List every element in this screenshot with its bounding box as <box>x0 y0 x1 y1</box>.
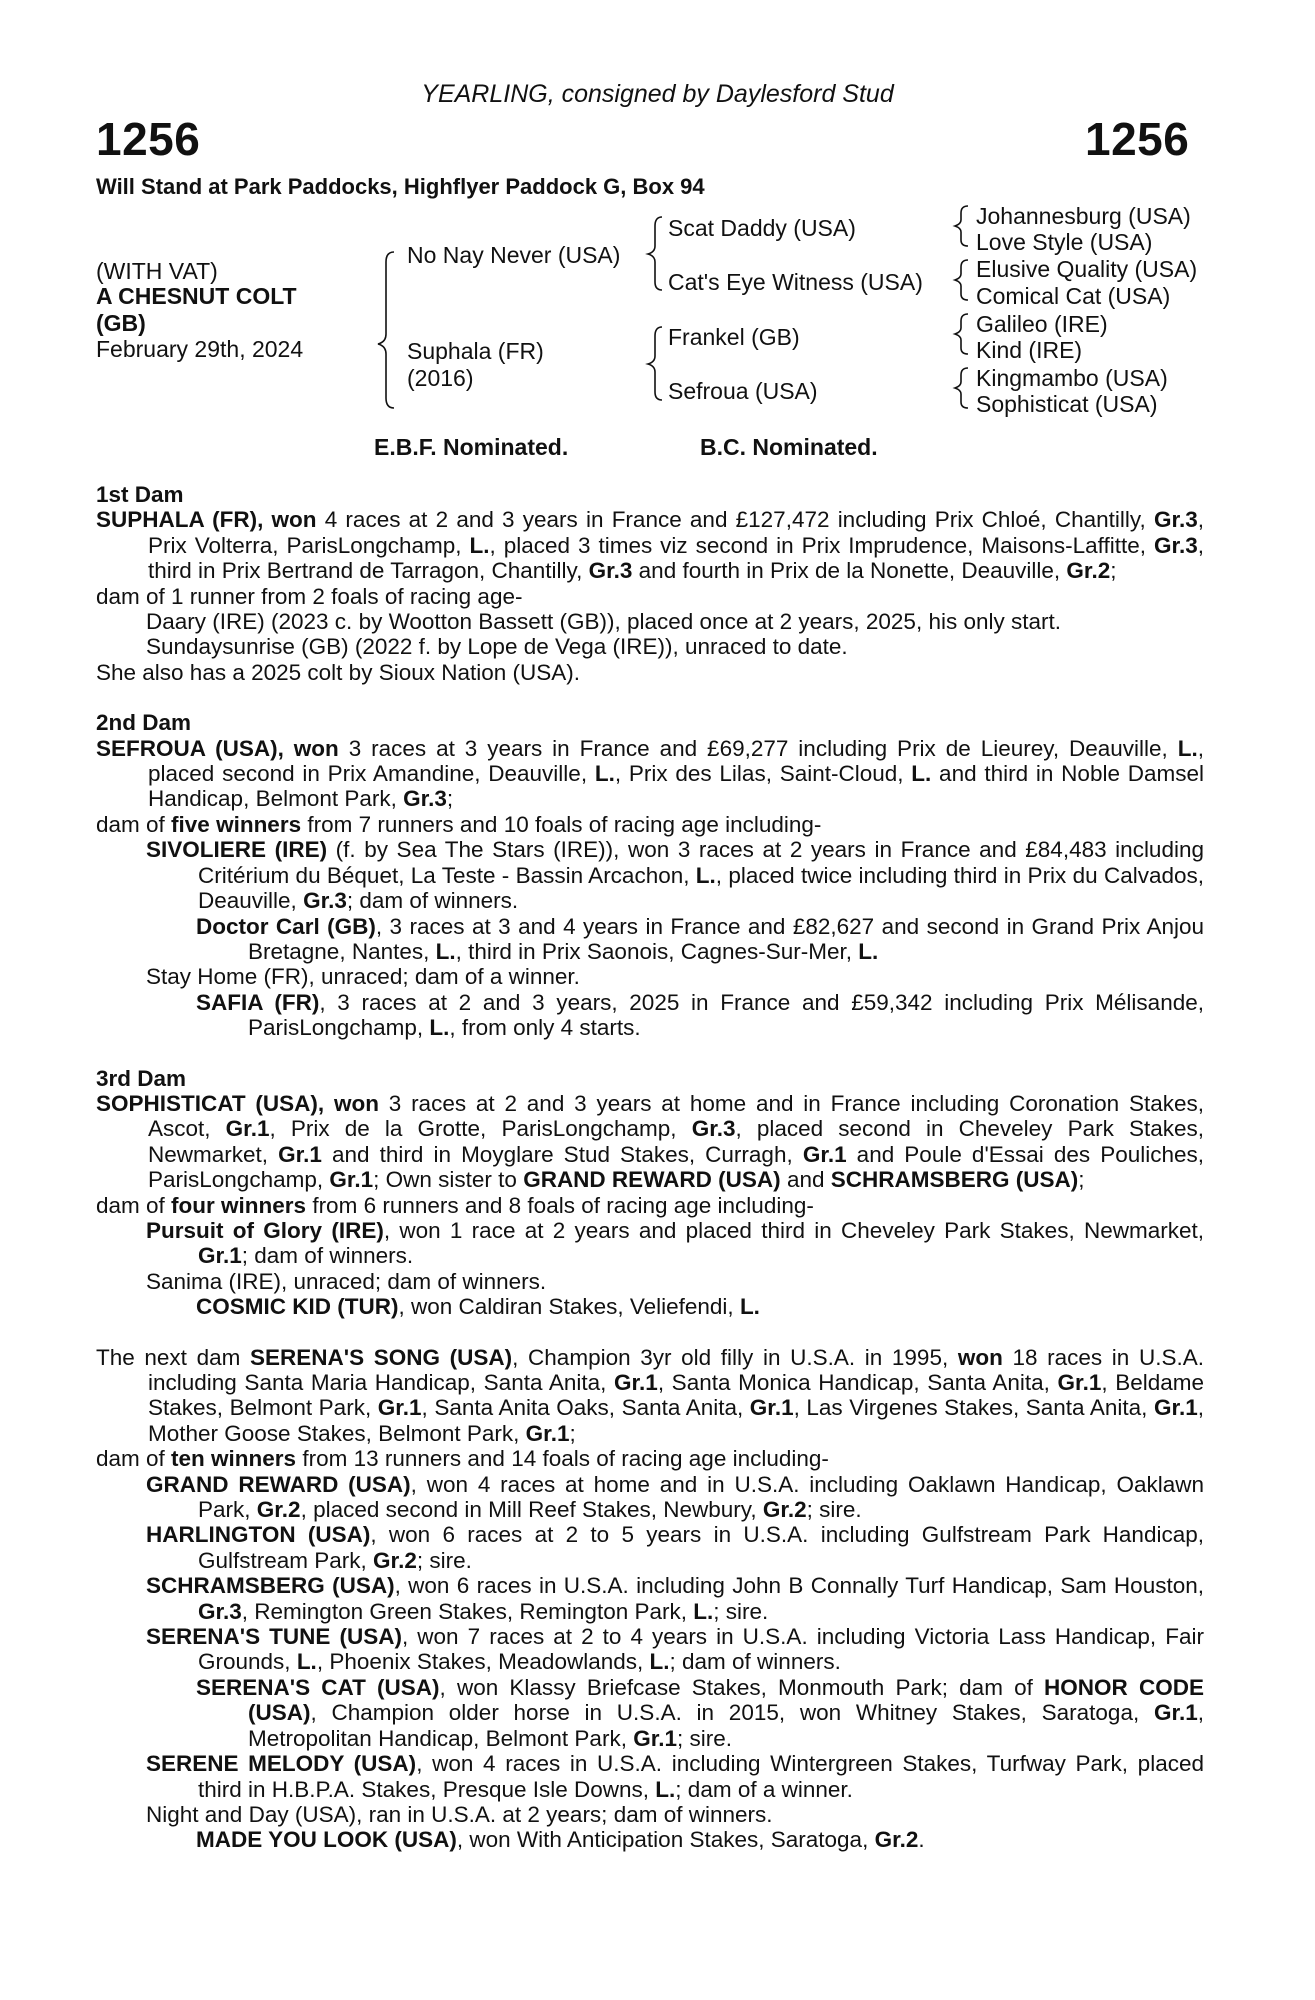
text-run: ; sire. <box>416 1547 472 1573</box>
text-run: from 6 runners and 8 foals of racing age including- <box>306 1192 814 1218</box>
ebf-nomination: E.B.F. Nominated. <box>374 434 569 460</box>
text-run: Gr.3 <box>1153 532 1198 558</box>
text-run: dam of <box>96 1192 172 1218</box>
bracket-dam <box>648 327 662 400</box>
text-run: , placed second in Prix Amandine, Deauville, <box>148 735 1204 787</box>
text-run: , Prix Volterra, ParisLongchamp, <box>148 507 1204 558</box>
text-run: , from only 4 starts. <box>449 1015 641 1041</box>
third-dam-title: 3rd Dam <box>96 1065 187 1091</box>
sire-sire-dam: Love Style (USA) <box>976 229 1153 255</box>
bracket-sire <box>648 217 662 290</box>
text-run: Gr.1 <box>278 1141 322 1167</box>
text-run: , won 6 races in U.S.A. including John B Connally Turf Handicap, Sam Houston, <box>394 1573 1204 1599</box>
next-dam-progeny-4a <box>96 1675 1204 1751</box>
text-run: ; sire. <box>806 1497 862 1523</box>
text-run: ; Own sister to <box>373 1167 524 1193</box>
text-run: Gr.2 <box>256 1497 301 1523</box>
text-run: Gr.2 <box>874 1827 919 1853</box>
text-run: Gr.3 <box>303 888 347 914</box>
third-dam-record <box>96 1091 1204 1193</box>
text-run: Gr.3 <box>403 786 447 812</box>
text-run: , placed 3 times viz second in Prix Imprudence, Maisons-Laffitte, <box>489 532 1154 558</box>
next-dam-progeny-1 <box>96 1472 1204 1523</box>
text-run: SUPHALA (FR), won <box>96 507 317 533</box>
lot-number-left: 1256 <box>96 113 201 165</box>
text-run: Gr.1 <box>377 1395 422 1421</box>
text-run: SOPHISTICAT (USA), won <box>96 1090 379 1116</box>
text-run: The next dam <box>96 1344 250 1370</box>
dam-dam-dam: Sophisticat (USA) <box>976 391 1158 417</box>
sire-dam: Cat's Eye Witness (USA) <box>668 269 923 295</box>
text-run: , Champion 3yr old filly in U.S.A. in 1995, <box>512 1344 958 1370</box>
text-run: ; dam of a winner. <box>675 1776 853 1802</box>
text-run: , Phoenix Stakes, Meadowlands, <box>316 1649 650 1675</box>
next-dam-dam-of <box>96 1446 1204 1471</box>
text-run: ; sire. <box>713 1598 769 1624</box>
text-run: , won Klassy Briefcase Stakes, Monmouth Park; dam of <box>439 1674 1045 1700</box>
text-run: SERENA'S SONG (USA) <box>250 1344 513 1370</box>
second-dam-title: 2nd Dam <box>96 710 192 736</box>
subject-name: A CHESNUT COLT <box>96 283 297 309</box>
first-dam-progeny-2: Sundaysunrise (GB) (2022 f. by Lope de Vega (IRE)), unraced to date. <box>146 634 848 660</box>
text-run: and third in Moyglare Stud Stakes, Curragh, <box>321 1141 803 1167</box>
next-dam-progeny-2 <box>96 1522 1204 1573</box>
text-run: GRAND REWARD (USA) <box>523 1167 781 1193</box>
dam-year: (2016) <box>407 365 474 391</box>
second-dam-progeny-1 <box>96 837 1204 913</box>
first-dam-dam-of: dam of 1 runner from 2 foals of racing age- <box>96 583 523 609</box>
text-run: SEFROUA (USA), won <box>96 735 339 761</box>
text-run: , Santa Anita Oaks, Santa Anita, <box>421 1395 750 1421</box>
second-dam-record <box>96 736 1204 812</box>
text-run: five winners <box>171 811 302 837</box>
text-run: dam of <box>96 811 172 837</box>
pedigree-brackets <box>0 0 1315 420</box>
text-run: , won 6 races at 2 to 5 years in U.S.A. including Gulfstream Park Handicap, Gulfstream Park, <box>198 1522 1204 1573</box>
text-run: Gr.3 <box>588 558 633 584</box>
text-run: Gr.3 <box>691 1116 736 1142</box>
second-dam-progeny-2a <box>96 990 1204 1041</box>
text-run: Gr.1 <box>633 1725 677 1751</box>
sire-dam-sire: Elusive Quality (USA) <box>976 256 1198 282</box>
bracket-ss <box>955 206 968 246</box>
sire-sire: Scat Daddy (USA) <box>668 215 856 241</box>
text-run: ; <box>569 1420 576 1446</box>
text-run: MADE YOU LOOK (USA) <box>196 1827 457 1853</box>
first-dam-title: 1st Dam <box>96 482 184 507</box>
text-run: , Metropolitan Handicap, Belmont Park, <box>248 1700 1204 1751</box>
text-run: ; <box>1110 558 1117 584</box>
text-run: L. <box>469 532 490 558</box>
text-run: Gr.2 <box>1066 558 1111 584</box>
text-run: 3 races at 2 and 3 years at home and in France including Coronation Stakes, Ascot, <box>148 1090 1204 1142</box>
text-run: 4 races at 2 and 3 years in France and £127,472 including Prix Chloé, Chantilly, <box>316 507 1154 533</box>
text-run: from 7 runners and 10 foals of racing age including- <box>301 811 822 837</box>
text-run: , Santa Monica Handicap, Santa Anita, <box>657 1370 1058 1395</box>
text-run: , won 4 races in U.S.A. including Wintergreen Stakes, Turfway Park, placed third in H.B.P.A. Stakes, Presque Isle Downs, <box>198 1751 1204 1802</box>
text-run: Gr.1 <box>802 1141 847 1167</box>
second-dam-progeny-1a <box>96 914 1204 965</box>
text-run: ; <box>1078 1167 1085 1193</box>
text-run: HARLINGTON (USA) <box>146 1522 371 1548</box>
bc-nomination: B.C. Nominated. <box>700 434 878 460</box>
text-run: L. <box>911 761 932 787</box>
stand-location: Will Stand at Park Paddocks, Highflyer Paddock G, Box 94 <box>96 174 705 199</box>
text-run: HONOR CODE (USA) <box>248 1674 1204 1726</box>
text-run: Gr.3 <box>1153 507 1198 533</box>
text-run: Gr.1 <box>329 1167 374 1193</box>
text-run: ten winners <box>171 1446 297 1472</box>
text-run: SIVOLIERE (IRE) <box>146 837 328 863</box>
text-run: L. <box>655 1776 676 1802</box>
text-run: won <box>957 1344 1003 1370</box>
third-dam-progeny-1 <box>96 1218 1204 1269</box>
text-run: Gr.2 <box>762 1497 807 1523</box>
text-run: Gr.1 <box>1153 1700 1198 1726</box>
text-run: , Remington Green Stakes, Remington Park, <box>241 1598 694 1624</box>
lot-number-right: 1256 <box>1085 113 1190 165</box>
text-run: L. <box>693 1598 714 1624</box>
dam-sire-dam: Kind (IRE) <box>976 337 1083 363</box>
first-dam-progeny-1: Daary (IRE) (2023 c. by Wootton Bassett (GB)), placed once at 2 years, 2025, his only start. <box>146 609 1061 635</box>
text-run: Gr.1 <box>1153 1395 1198 1421</box>
text-run: , placed second in Cheveley Park Stakes, Newmarket, <box>148 1116 1205 1167</box>
text-run: L. <box>429 1015 450 1041</box>
text-run: 18 races in U.S.A. including Santa Maria Handicap, Santa Anita, <box>148 1344 1204 1395</box>
text-run: COSMIC KID (TUR) <box>196 1294 399 1320</box>
text-run: Gr.1 <box>225 1116 270 1142</box>
text-run: Gr.3 <box>198 1598 242 1624</box>
text-run: 3 races at 3 years in France and £69,277 including Prix de Lieurey, Deauville, <box>338 735 1178 761</box>
text-run: GRAND REWARD (USA) <box>146 1471 411 1497</box>
text-run: L. <box>296 1649 317 1675</box>
text-run: L. <box>739 1294 760 1320</box>
page-subtitle: YEARLING, consigned by Daylesford Stud <box>421 80 894 108</box>
bracket-gen1 <box>378 252 394 408</box>
sire-sire-sire: Johannesburg (USA) <box>976 203 1191 229</box>
bracket-ds <box>955 314 968 354</box>
text-run: , won 4 races at home and in U.S.A. including Oaklawn Handicap, Oaklawn Park, <box>198 1471 1204 1523</box>
text-run: , 3 races at 3 and 4 years in France and £82,627 and second in Grand Prix Anjou Bretagne, Nantes, <box>248 913 1204 964</box>
text-run: Gr.1 <box>614 1370 658 1395</box>
subject-foaled: February 29th, 2024 <box>96 336 304 362</box>
text-run: L. <box>695 862 716 888</box>
text-run: L. <box>1177 735 1198 761</box>
text-run: , third in Prix Bertrand de Tarragon, Chantilly, <box>148 532 1204 584</box>
dam-name: Suphala (FR) <box>407 338 544 364</box>
text-run: , third in Prix Saonois, Cagnes-Sur-Mer, <box>455 938 859 964</box>
next-dam-progeny-5 <box>96 1751 1204 1802</box>
text-run: L. <box>649 1649 670 1675</box>
text-run: , won With Anticipation Stakes, Saratoga, <box>456 1827 875 1853</box>
dam-dam-sire: Kingmambo (USA) <box>976 365 1168 391</box>
text-run: SERENA'S TUNE (USA) <box>146 1624 402 1650</box>
third-dam-progeny-2: Sanima (IRE), unraced; dam of winners. <box>146 1268 547 1294</box>
text-run: , Las Virgenes Stakes, Santa Anita, <box>793 1395 1154 1421</box>
text-run: , Mother Goose Stakes, Belmont Park, <box>148 1395 1204 1446</box>
sire-dam-dam: Comical Cat (USA) <box>976 283 1171 309</box>
text-run: , won 7 races at 2 to 4 years in U.S.A. including Victoria Lass Handicap, Fair Grounds, <box>198 1624 1204 1675</box>
first-dam-record <box>96 507 1204 583</box>
text-run: L. <box>435 938 456 964</box>
text-run: , won 1 race at 2 years and placed third in Cheveley Park Stakes, Newmarket, <box>383 1217 1204 1243</box>
first-dam-also: She also has a 2025 colt by Sioux Nation (USA). <box>96 659 581 685</box>
text-run: , placed second in Mill Reef Stakes, Newbury, <box>300 1497 763 1523</box>
text-run: , Champion older horse in U.S.A. in 2015, won Whitney Stakes, Saratoga, <box>310 1700 1154 1726</box>
third-dam-dam-of <box>96 1193 1204 1218</box>
subject-country: (GB) <box>96 310 146 336</box>
vat-note: (WITH VAT) <box>96 258 218 284</box>
text-run: ; sire. <box>676 1725 732 1751</box>
text-run: Gr.1 <box>525 1420 570 1446</box>
text-run: , Prix des Lilas, Saint-Cloud, <box>614 761 912 787</box>
text-run: SCHRAMSBERG (USA) <box>830 1167 1079 1193</box>
text-run: Doctor Carl (GB) <box>196 913 376 939</box>
text-run: (f. by Sea The Stars (IRE)), won 3 races at 2 years in France and £84,483 including Critérium du Béquet, La Teste - Bassin Arcachon, <box>198 837 1204 888</box>
text-run: L. <box>858 938 879 964</box>
dam-sire-sire: Galileo (IRE) <box>976 311 1108 337</box>
text-run: SCHRAMSBERG (USA) <box>146 1573 395 1599</box>
text-run: four winners <box>171 1192 307 1218</box>
sire-name: No Nay Never (USA) <box>407 242 621 268</box>
text-run: dam of <box>96 1446 172 1472</box>
text-run: and third in Noble Damsel Handicap, Belmont Park, <box>148 761 1204 812</box>
next-dam-progeny-4 <box>96 1624 1204 1675</box>
text-run: Pursuit of Glory (IRE) <box>146 1217 384 1243</box>
next-dam-progeny-6: Night and Day (USA), ran in U.S.A. at 2 years; dam of winners. <box>146 1801 773 1827</box>
text-run: . <box>918 1827 925 1853</box>
text-run: Gr.1 <box>1057 1370 1102 1395</box>
text-run: ; <box>446 786 454 812</box>
text-run: , won Caldiran Stakes, Veliefendi, <box>398 1294 740 1320</box>
next-dam-record <box>96 1345 1204 1447</box>
text-run: L. <box>594 761 615 787</box>
text-run: from 13 runners and 14 foals of racing age including- <box>296 1446 829 1472</box>
catalogue-body <box>96 482 1204 1853</box>
text-run: Gr.1 <box>198 1243 242 1269</box>
bracket-sd <box>955 260 968 300</box>
text-run: SERENA'S CAT (USA) <box>196 1674 440 1700</box>
text-run: ; dam of winners. <box>241 1243 414 1269</box>
text-run: and fourth in Prix de la Nonette, Deauville, <box>632 558 1067 584</box>
next-dam-progeny-6a <box>96 1827 1204 1852</box>
text-run: , Prix de la Grotte, ParisLongchamp, <box>269 1116 692 1142</box>
text-run: and Poule d'Essai des Pouliches, ParisLongchamp, <box>148 1141 1205 1193</box>
next-dam-progeny-3 <box>96 1573 1204 1624</box>
bracket-dd <box>955 368 968 408</box>
text-run: Gr.1 <box>749 1395 794 1421</box>
text-run: Gr.2 <box>373 1547 417 1573</box>
text-run: SAFIA (FR) <box>196 989 320 1015</box>
second-dam-dam-of <box>96 812 1204 837</box>
text-run: , Beldame Stakes, Belmont Park, <box>148 1370 1205 1421</box>
text-run: and <box>780 1167 831 1193</box>
text-run: ; dam of winners. <box>346 888 519 914</box>
second-dam-progeny-2: Stay Home (FR), unraced; dam of a winner. <box>146 964 580 990</box>
text-run: , placed twice including third in Prix du Calvados, Deauville, <box>198 862 1204 914</box>
dam-sire: Frankel (GB) <box>668 324 800 350</box>
text-run: , 3 races at 2 and 3 years, 2025 in France and £59,342 including Prix Mélisande, ParisLongchamp, <box>248 989 1204 1041</box>
third-dam-progeny-2a <box>96 1294 1204 1319</box>
text-run: SERENE MELODY (USA) <box>146 1751 417 1777</box>
text-run: ; dam of winners. <box>669 1649 841 1675</box>
dam-dam: Sefroua (USA) <box>668 378 818 404</box>
